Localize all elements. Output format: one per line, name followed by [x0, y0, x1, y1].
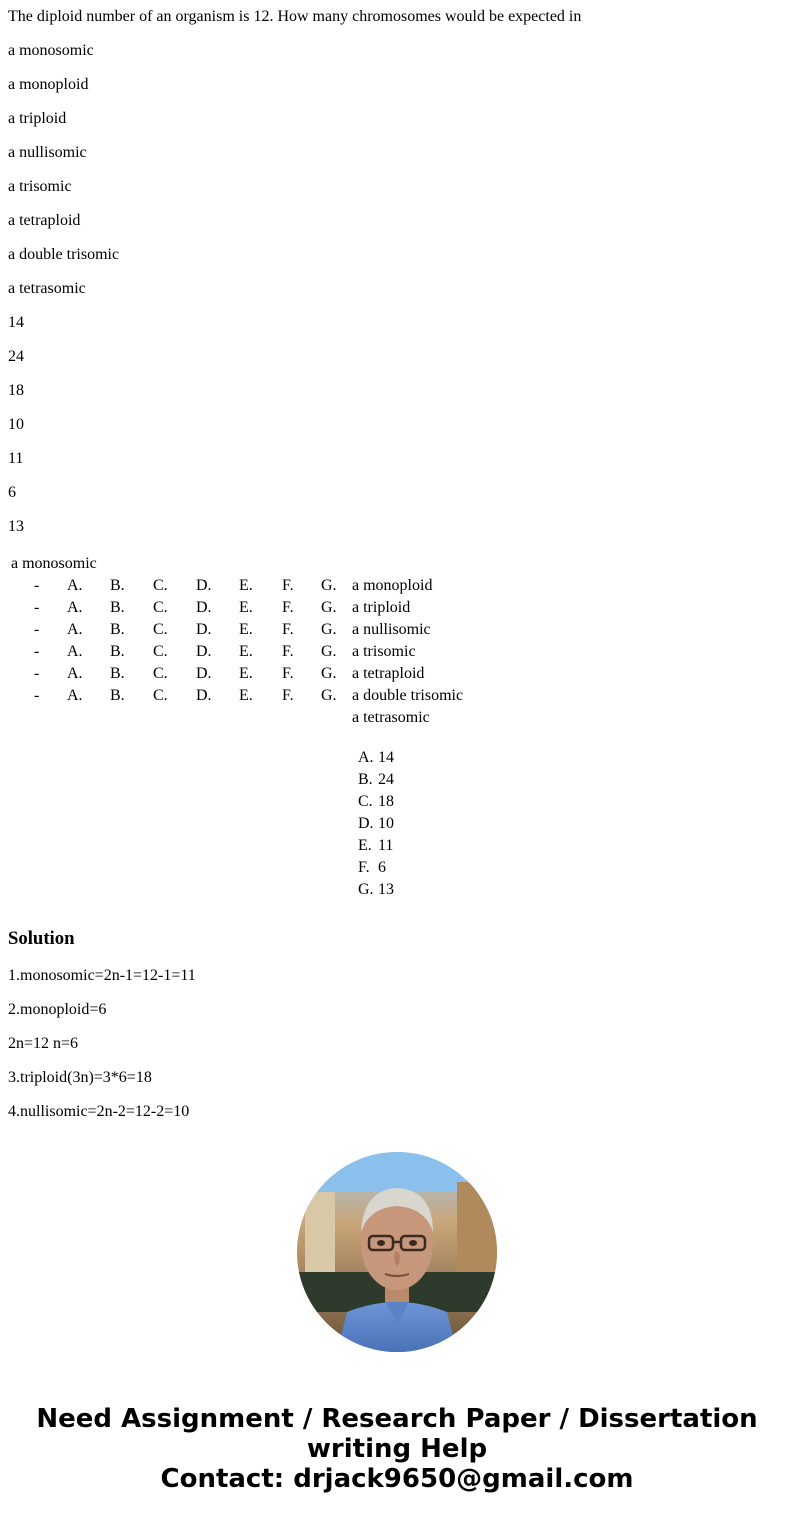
answer-letter: D. [358, 815, 374, 832]
answer-value: 6 [378, 859, 386, 876]
match-letter: E. [239, 577, 253, 594]
term-item: a tetrasomic [8, 280, 86, 297]
match-letter: B. [110, 621, 125, 638]
match-letter: C. [153, 577, 168, 594]
answer-letter: G. [358, 881, 374, 898]
answer-item [358, 815, 394, 837]
match-term: a tetrasomic [352, 709, 430, 726]
solution-line: 1.monosomic=2n-1=12-1=11 [8, 967, 196, 984]
match-letter: F. [282, 577, 294, 594]
term-item: a nullisomic [8, 144, 87, 161]
match-letter: F. [282, 599, 294, 616]
match-term: a double trisomic [352, 687, 464, 704]
answer-item [358, 859, 394, 881]
solution-heading: Solution [8, 928, 75, 949]
term-item: a triploid [8, 110, 67, 127]
term-item: a trisomic [8, 178, 72, 195]
term-item: a double trisomic [8, 246, 120, 263]
match-row [0, 709, 794, 727]
answer-letter: A. [358, 749, 374, 766]
match-row [0, 621, 794, 639]
solution-line: 3.triploid(3n)=3*6=18 [8, 1069, 152, 1086]
answer-letter: E. [358, 837, 372, 854]
match-letter: B. [110, 687, 125, 704]
number-item: 24 [8, 348, 24, 365]
match-letter: D. [196, 643, 212, 660]
match-letter: D. [196, 665, 212, 682]
answer-value: 11 [378, 837, 394, 854]
solution-line: 4.nullisomic=2n-2=12-2=10 [8, 1103, 190, 1120]
match-letter: B. [110, 577, 125, 594]
match-term: a trisomic [352, 643, 416, 660]
term-item: a monoploid [8, 76, 89, 93]
answer-item [358, 881, 394, 903]
question-text: The diploid number of an organism is 12. How many chromosomes would be expected in [8, 8, 582, 25]
match-letter: C. [153, 621, 168, 638]
match-dash: - [34, 665, 40, 682]
match-letter: B. [110, 665, 125, 682]
promo-banner [0, 1404, 794, 1494]
match-letter: E. [239, 643, 253, 660]
match-letter: G. [321, 665, 337, 682]
number-item: 11 [8, 450, 24, 467]
match-letter: G. [321, 621, 337, 638]
match-row [0, 687, 794, 705]
match-dash: - [34, 621, 40, 638]
match-row [0, 599, 794, 617]
author-avatar [297, 1152, 497, 1352]
match-letter: G. [321, 599, 337, 616]
answer-value: 24 [378, 771, 394, 788]
match-term: a nullisomic [352, 621, 431, 638]
solution-line: 2n=12 n=6 [8, 1035, 79, 1052]
term-item: a monosomic [8, 42, 94, 59]
answer-value: 18 [378, 793, 394, 810]
match-letter: B. [110, 643, 125, 660]
match-letter: C. [153, 643, 168, 660]
answer-item [358, 793, 394, 815]
match-letter: C. [153, 599, 168, 616]
answer-letter: B. [358, 771, 373, 788]
number-item: 10 [8, 416, 24, 433]
answer-item [358, 749, 394, 771]
promo-line: Need Assignment / Research Paper / Dissertation [36, 1404, 758, 1434]
match-term: a triploid [352, 599, 411, 616]
match-term: a monoploid [352, 577, 433, 594]
match-row [0, 577, 794, 595]
match-dash: - [34, 599, 40, 616]
match-letter: A. [67, 599, 83, 616]
match-letter: G. [321, 577, 337, 594]
match-letter: F. [282, 687, 294, 704]
answer-item [358, 771, 394, 793]
answer-list [358, 749, 394, 903]
promo-line: writing Help [306, 1434, 488, 1464]
match-letter: F. [282, 621, 294, 638]
match-letter: D. [196, 621, 212, 638]
number-item: 14 [8, 314, 24, 331]
author-portrait-icon [297, 1152, 497, 1352]
match-dash: - [34, 577, 40, 594]
match-letter: A. [67, 621, 83, 638]
match-letter: D. [196, 577, 212, 594]
match-row [0, 665, 794, 683]
promo-contact: Contact: drjack9650@gmail.com [160, 1464, 634, 1494]
answer-item [358, 837, 394, 859]
match-letter: G. [321, 643, 337, 660]
match-letter: E. [239, 621, 253, 638]
match-dash: - [34, 687, 40, 704]
match-letter: E. [239, 599, 253, 616]
number-item: 6 [8, 484, 16, 501]
match-letter: B. [110, 599, 125, 616]
match-letter: D. [196, 687, 212, 704]
match-letter: F. [282, 665, 294, 682]
match-letter: A. [67, 577, 83, 594]
solution-line: 2.monoploid=6 [8, 1001, 107, 1018]
number-item: 13 [8, 518, 24, 535]
answer-value: 13 [378, 881, 394, 898]
match-term: a tetraploid [352, 665, 425, 682]
answer-value: 14 [378, 749, 394, 766]
match-letter: A. [67, 643, 83, 660]
match-letter: E. [239, 687, 253, 704]
match-letter: C. [153, 665, 168, 682]
match-letter: C. [153, 687, 168, 704]
match-letter: F. [282, 643, 294, 660]
match-letter: A. [67, 687, 83, 704]
match-dash: - [34, 643, 40, 660]
answer-letter: C. [358, 793, 373, 810]
match-row [0, 643, 794, 661]
answer-letter: F. [358, 859, 370, 876]
match-letter: E. [239, 665, 253, 682]
match-first-term: a monosomic [11, 555, 97, 572]
answer-value: 10 [378, 815, 394, 832]
match-letter: A. [67, 665, 83, 682]
match-letter: G. [321, 687, 337, 704]
term-item: a tetraploid [8, 212, 81, 229]
number-item: 18 [8, 382, 24, 399]
match-letter: D. [196, 599, 212, 616]
